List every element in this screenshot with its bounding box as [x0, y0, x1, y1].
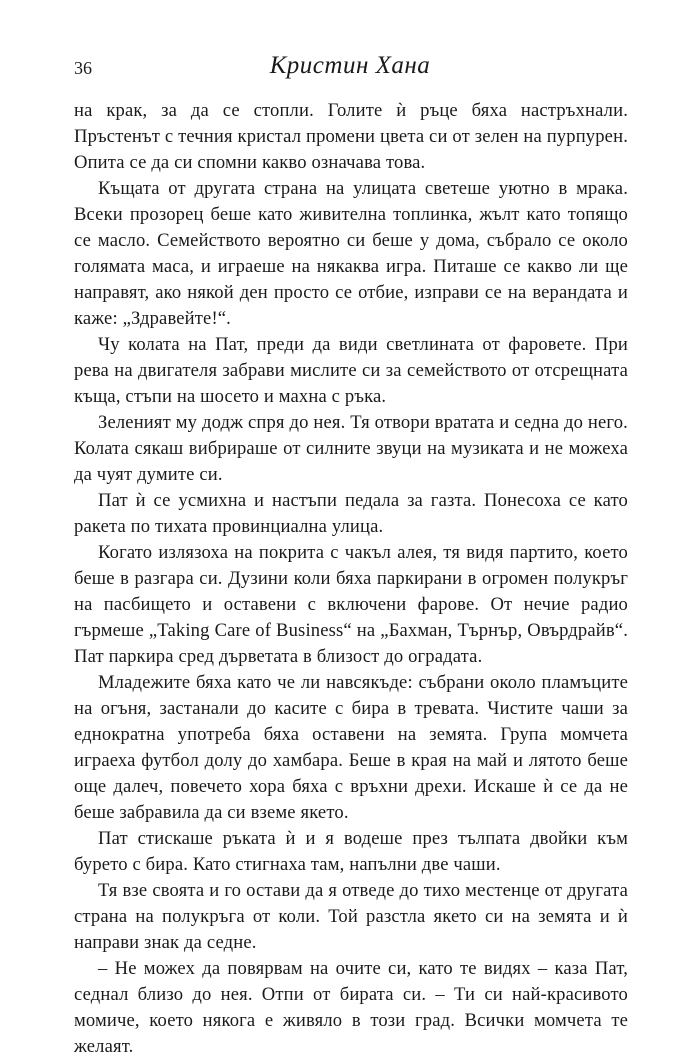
running-head-author: Кристин Хана	[269, 52, 431, 79]
paragraph: Пат стискаше ръката ѝ и я водеше през тълпата двойки към бурето с бира. Като стигнаха там, напълни две чаши.	[74, 828, 628, 875]
page-header	[74, 52, 626, 84]
paragraph: Тя взе своята и го остави да я отведе до тихо местенце от другата страна на полукръга от коли. Той разстла якето си на земята и ѝ направи знак да седне.	[74, 880, 628, 953]
body-text	[74, 98, 628, 1060]
paragraph: Къщата от другата страна на улицата светеше уютно в мрака. Всеки прозорец беше като живителна топлинка, жълт като топящо се масло. Семейството вероятно си беше у дома, събрало се около голямата маса, и играеше на някаква игра. Питаше се какво ли ще направят, ако някой ден просто се отбие, изправи се на верандата и каже: „Здравейте!“.	[74, 178, 628, 329]
paragraph: Младежите бяха като че ли навсякъде: събрани около пламъците на огъня, застанали до касите с бира в тревата. Чистите чаши за еднократна употреба бяха оставени на земята. Група момчета играеха футбол долу до хамбара. Беше в края на май и лятото беше още далеч, повечето хора бяха с връхни дрехи. Искаше ѝ се да не беше забравила да си вземе якето.	[74, 672, 628, 823]
paragraph: Пат ѝ се усмихна и настъпи педала за газта. Понесоха се като ракета по тихата провинциална улица.	[74, 490, 628, 537]
paragraph-continued: на крак, за да се стопли. Голите ѝ ръце бяха настръхнали. Пръстенът с течния кристал промени цвета си от зелен на пурпурен. Опита се да си спомни какво означава това.	[74, 100, 628, 173]
paragraph: Зеленият му додж спря до нея. Тя отвори вратата и седна до него. Колата сякаш вибрираше от силните звуци на музиката и не можеха да чуят думите си.	[74, 412, 628, 485]
paragraph: Когато излязоха на покрита с чакъл алея, тя видя партито, което беше в разгара си. Дузини коли бяха паркирани в огромен полукръг на пасбището и оставени с включени фарове. От нечие радио гърмеше „Taking Care of Business“ на „Бахман, Търнър, Овърдрайв“. Пат паркира сред дърветата в близост до оградата.	[74, 542, 628, 667]
paragraph: – Не можех да повярвам на очите си, като те видях – каза Пат, седнал близо до нея. Отпи от бирата си. – Ти си най-красивото момиче, което някога е живяло в този град. Всички момчета те желаят.	[74, 958, 628, 1057]
paragraph: Чу колата на Пат, преди да види светлината от фаровете. При рева на двигателя забрави мислите си за семейството от отсрещната къща, стъпи на шосето и махна с ръка.	[74, 334, 628, 407]
page-number: 36	[74, 58, 92, 78]
